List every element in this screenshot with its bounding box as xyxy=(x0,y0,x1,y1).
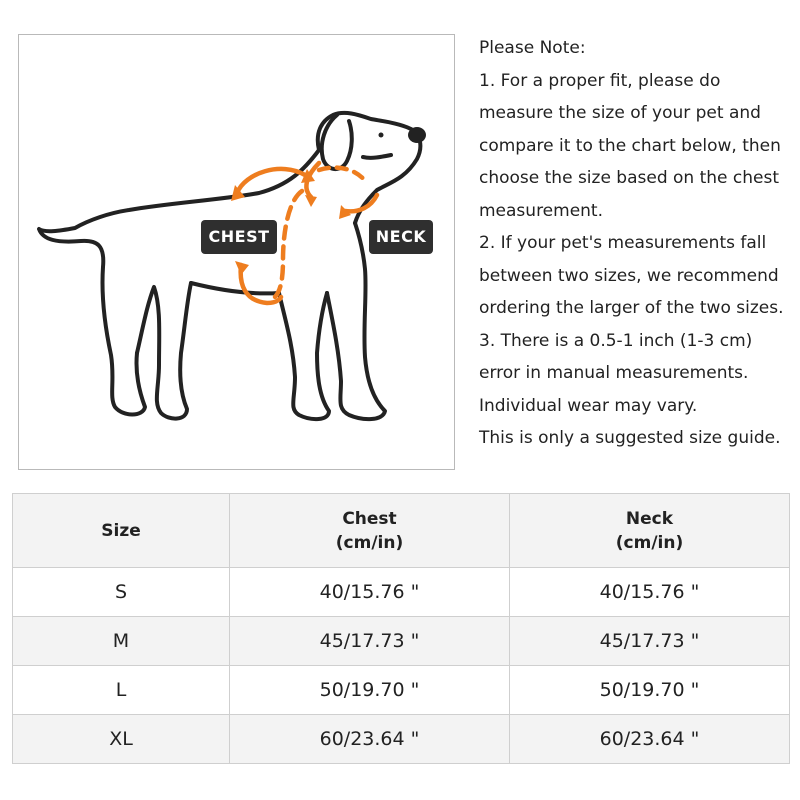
neck-cell: 40/15.76 " xyxy=(510,568,790,617)
chest-cell: 50/19.70 " xyxy=(230,666,510,715)
header-neck-title: Neck xyxy=(625,508,674,529)
note-line: measurement. xyxy=(479,200,604,221)
neck-cell: 50/19.70 " xyxy=(510,666,790,715)
size-cell: M xyxy=(13,617,230,666)
note-line: ordering the larger of the two sizes. xyxy=(479,298,784,318)
note-line: measure the size of your pet and xyxy=(479,103,761,123)
header-neck-unit: (cm/in) xyxy=(615,532,684,553)
note-line: 3. There is a 0.5-1 inch (1-3 cm) xyxy=(479,330,753,351)
table-header-row xyxy=(13,494,790,568)
note-line: Individual wear may vary. xyxy=(479,395,698,416)
note-line: This is only a suggested size guide. xyxy=(479,428,781,448)
neck-cell: 60/23.64 " xyxy=(510,715,790,764)
note-line: error in manual measurements. xyxy=(479,363,749,383)
dog-measurement-illustration xyxy=(18,34,455,470)
size-chart-table xyxy=(12,493,790,764)
chest-cell: 40/15.76 " xyxy=(230,568,510,617)
note-line: choose the size based on the chest xyxy=(479,168,780,188)
please-note-text xyxy=(479,32,799,455)
chest-cell: 45/17.73 " xyxy=(230,617,510,666)
header-neck xyxy=(510,494,790,568)
note-line: compare it to the chart below, then xyxy=(479,135,781,156)
size-cell: S xyxy=(13,568,230,617)
note-line: 2. If your pet's measurements fall xyxy=(479,233,767,253)
note-line: between two sizes, we recommend xyxy=(479,265,779,286)
table-row xyxy=(13,715,790,764)
table-row xyxy=(13,666,790,715)
nose-shape xyxy=(408,127,426,143)
header-size: Size xyxy=(13,494,230,568)
chest-label: CHEST xyxy=(201,220,277,254)
neck-cell: 45/17.73 " xyxy=(510,617,790,666)
note-line: 1. For a proper fit, please do xyxy=(479,70,721,91)
table-row xyxy=(13,617,790,666)
table-row xyxy=(13,568,790,617)
header-chest-title: Chest xyxy=(342,508,397,529)
note-line: Please Note: xyxy=(479,38,586,58)
header-chest xyxy=(230,494,510,568)
header-chest-unit: (cm/in) xyxy=(335,532,404,553)
size-cell: L xyxy=(13,666,230,715)
size-cell: XL xyxy=(13,715,230,764)
chest-cell: 60/23.64 " xyxy=(230,715,510,764)
neck-label: NECK xyxy=(369,220,433,254)
